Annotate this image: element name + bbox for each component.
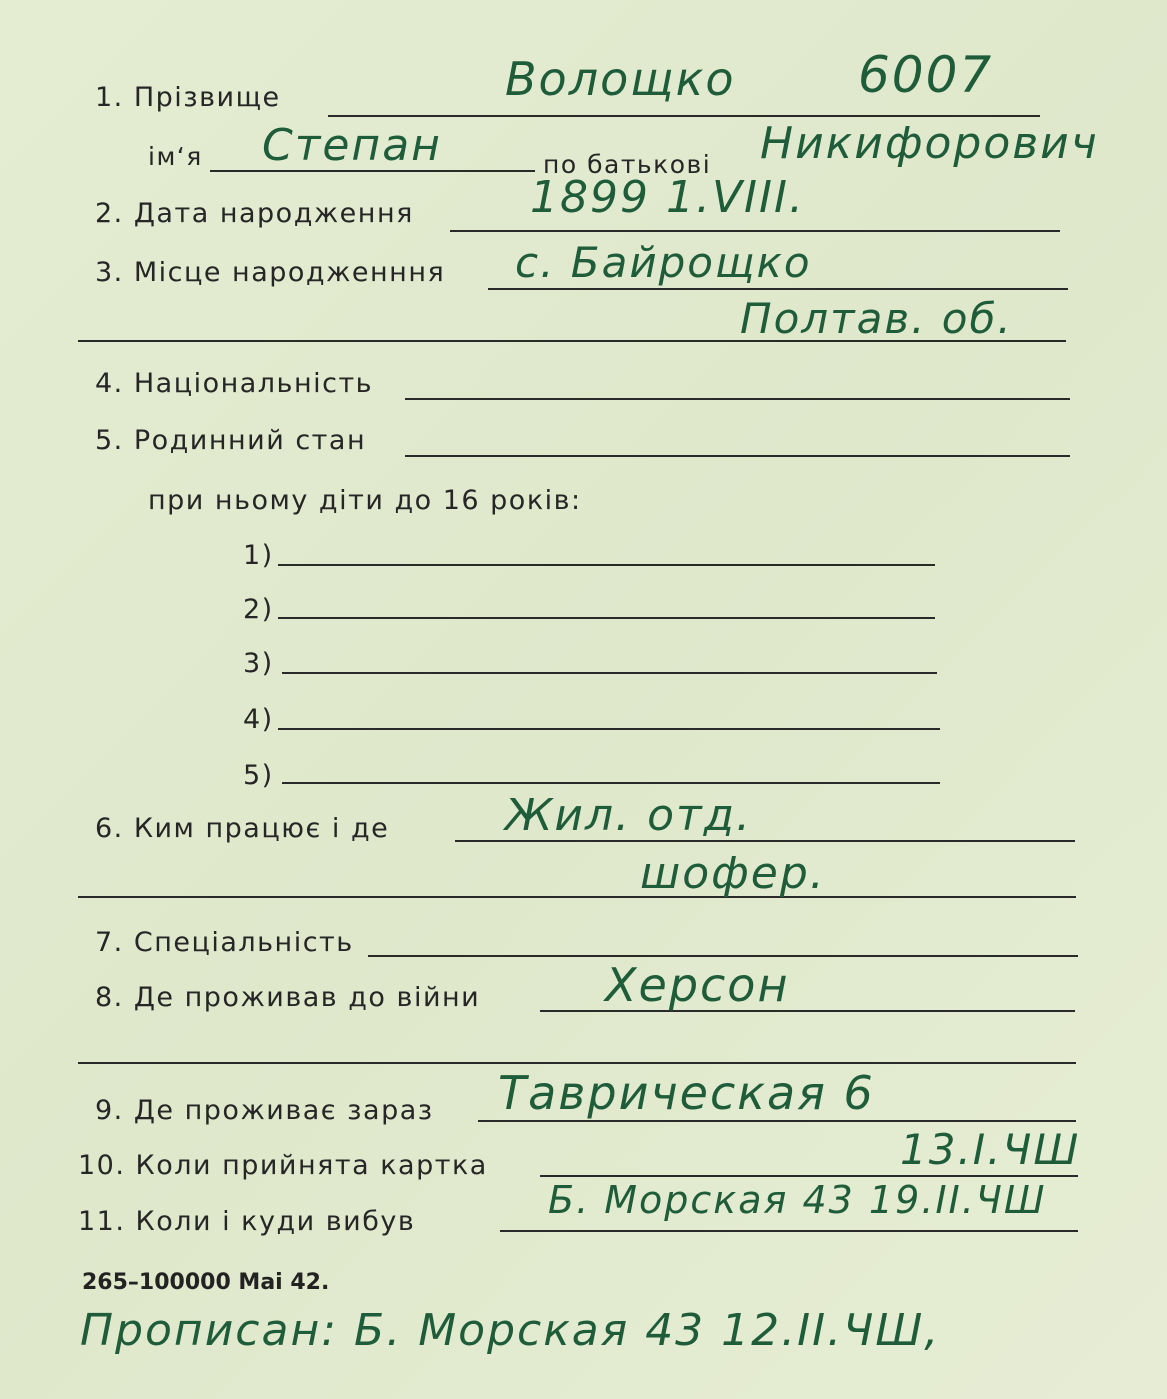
departed-line [500,1230,1078,1232]
marital-status-label: 5. Родинний стан [95,425,367,456]
prewar-residence-label: 8. Де проживав до війни [95,982,481,1013]
prewar-residence-line-2 [78,1062,1076,1064]
birth-place-line [488,288,1068,290]
surname-line [328,115,1040,117]
card-accepted-label: 10. Коли прийнята картка [78,1150,488,1181]
surname-label: 1. Прізвище [95,82,281,113]
registered-note: Прописан: Б. Морская 43 12.II.ЧШ, [80,1305,941,1356]
first-name-label: ім‘я [148,142,203,171]
occupation-value-2: шофер. [640,848,826,899]
child-2-label: 2) [243,594,274,625]
card-number: 6007 [858,46,994,104]
patronymic-label: по батькові [543,150,712,179]
current-residence-line [478,1120,1076,1122]
patronymic-value: Никифорович [760,118,1099,169]
specialty-line [368,955,1078,957]
first-name-value: Степан [262,120,442,171]
marital-status-line [405,455,1070,457]
card-accepted-value: 13.I.ЧШ [900,1125,1081,1174]
child-1-line [278,564,935,566]
child-4-label: 4) [243,704,274,735]
print-mark: 265–100000 Mai 42. [82,1270,330,1295]
surname-value: Волощко [505,52,736,106]
occupation-label: 6. Ким працює і де [95,813,390,844]
birth-date-value: 1899 1.VIII. [530,172,805,223]
card-accepted-line [540,1175,1078,1177]
child-2-line [278,617,935,619]
nationality-line [405,398,1070,400]
departed-label: 11. Коли і куди вибув [78,1206,416,1237]
nationality-label: 4. Національність [95,368,374,399]
prewar-residence-value: Херсон [605,958,790,1012]
children-label: при ньому діти до 16 років: [148,485,582,516]
specialty-label: 7. Спеціальність [95,927,354,958]
current-residence-label: 9. Де проживає зараз [95,1095,434,1126]
child-3-label: 3) [243,648,274,679]
current-residence-value: Таврическая 6 [498,1066,875,1120]
occupation-value-1: Жил. отд. [505,790,753,841]
birth-place-value-2: Полтав. об. [740,294,1013,343]
birth-date-line [450,230,1060,232]
birth-place-label: 3. Місце народженння [95,257,446,288]
child-5-line [282,782,940,784]
departed-value: Б. Морская 43 19.II.ЧШ [548,1178,1047,1222]
child-4-line [278,728,940,730]
child-1-label: 1) [243,540,274,571]
child-5-label: 5) [243,760,274,791]
birth-place-value-1: с. Байрощко [515,238,812,287]
occupation-line-2 [78,896,1076,898]
birth-date-label: 2. Дата народження [95,198,414,229]
child-3-line [282,672,937,674]
